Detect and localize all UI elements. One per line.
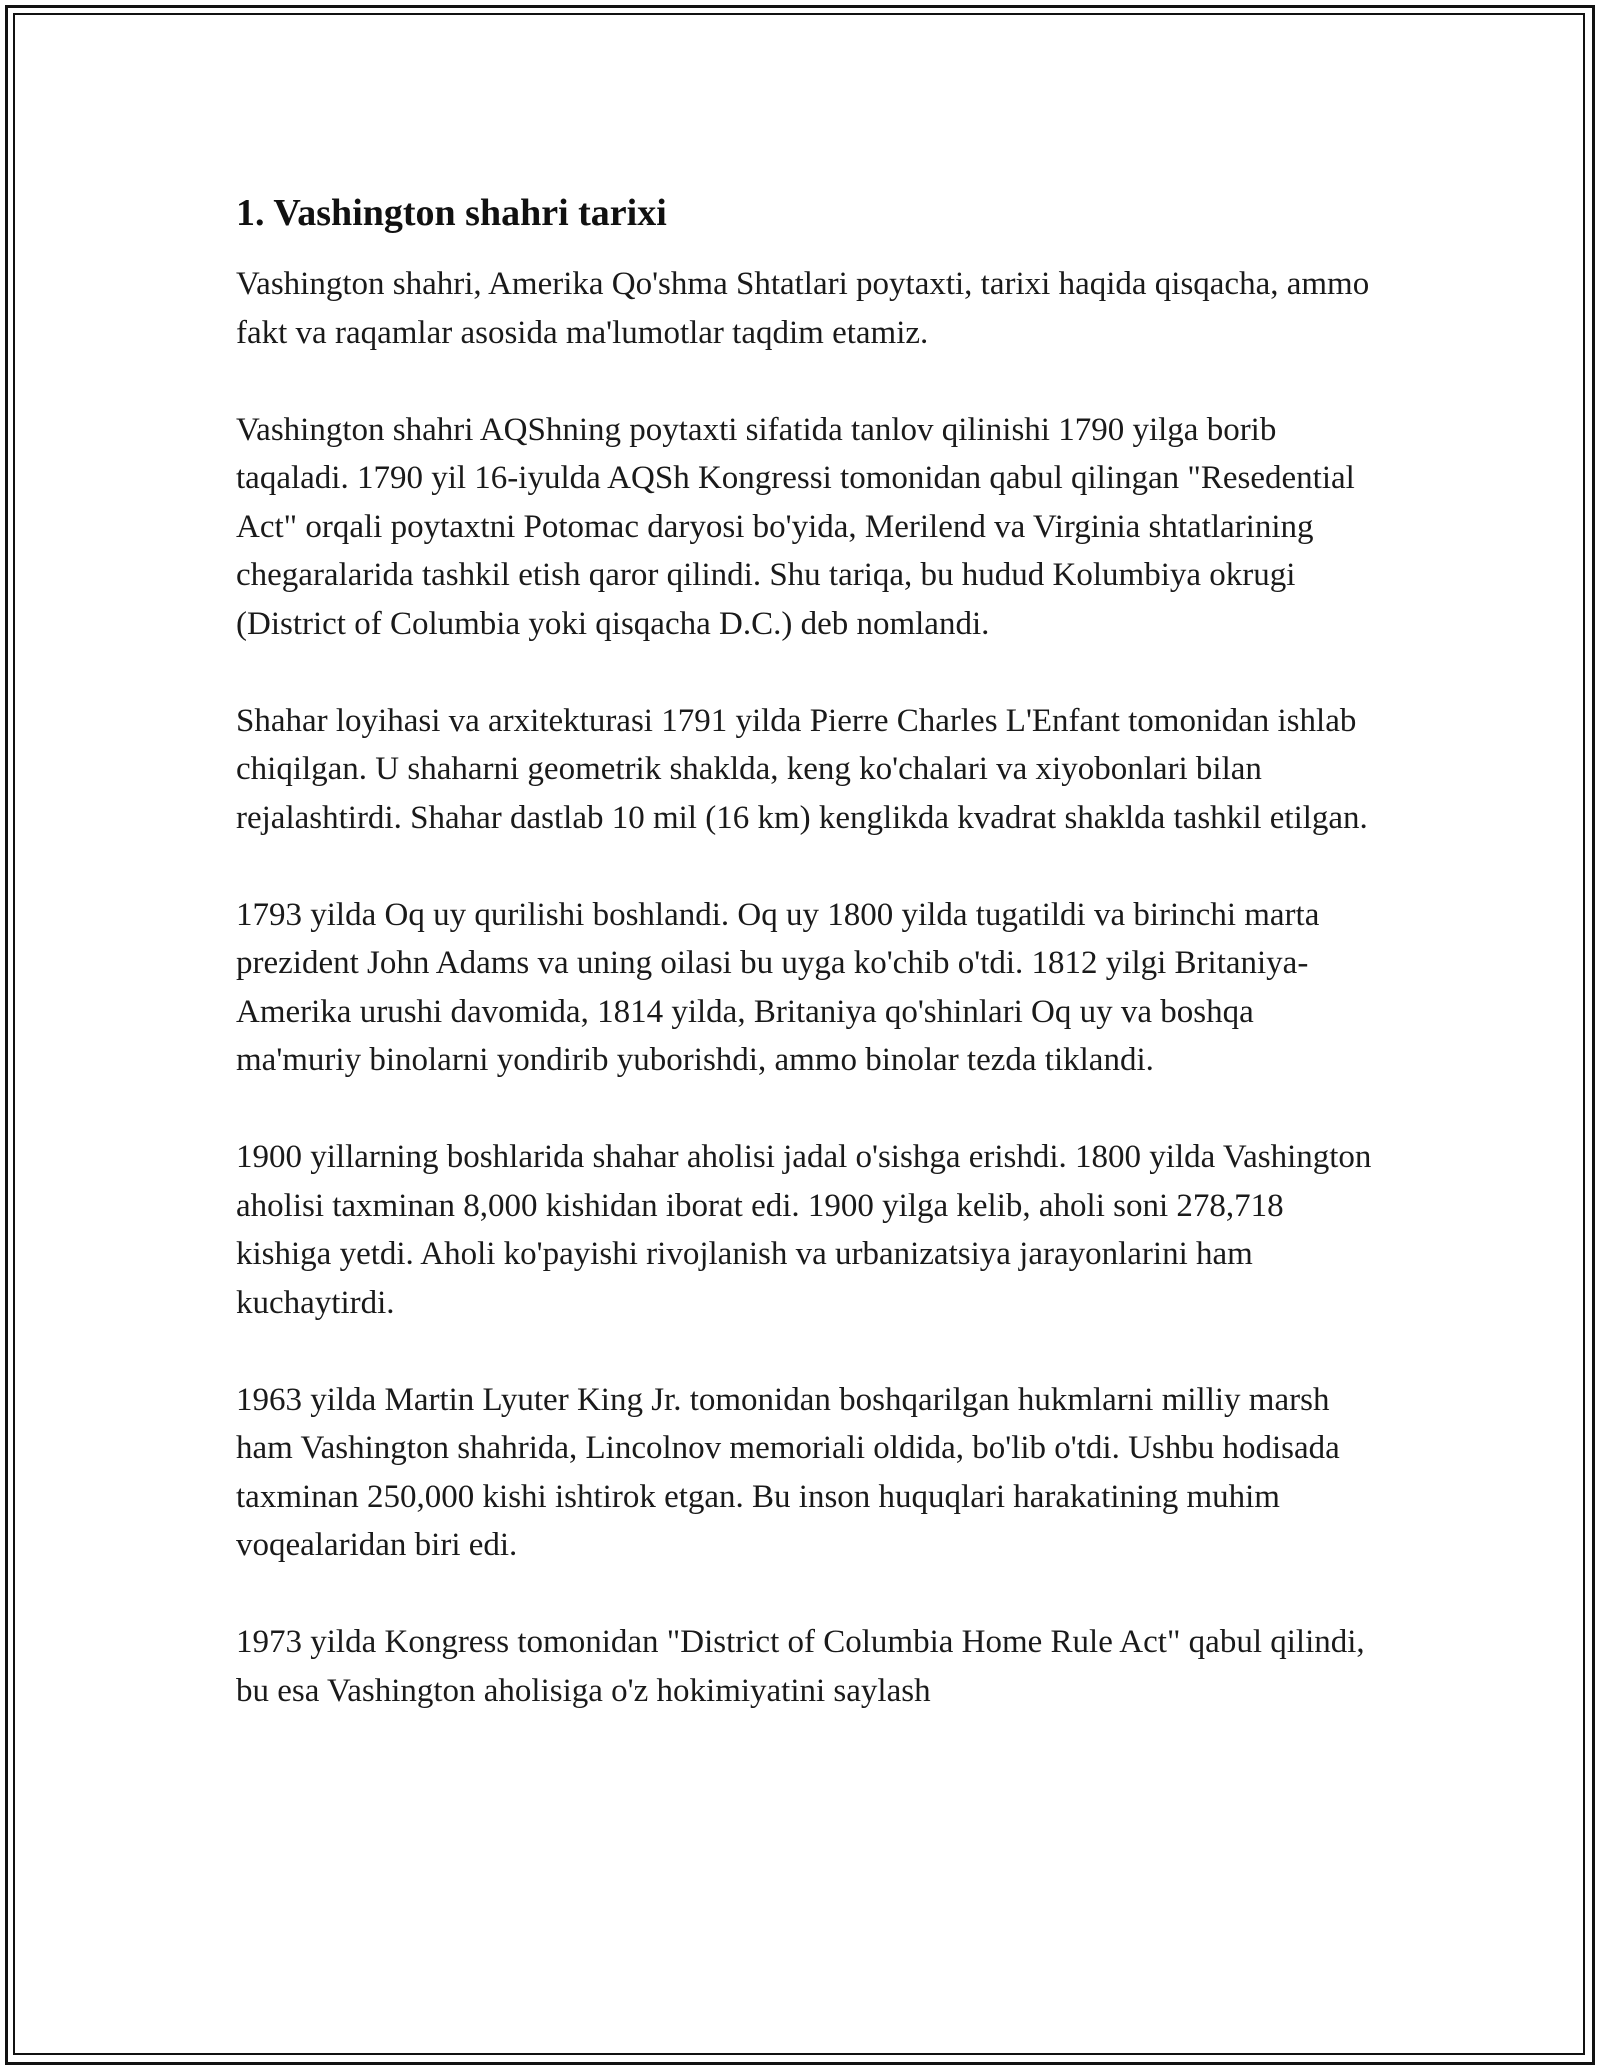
paragraph-intro: Vashington shahri, Amerika Qo'shma Shtatlari poytaxti, tarixi haqida qisqacha, ammo fakt va raqamlar asosida ma'lumotlar taqdim etamiz. — [236, 266, 1370, 351]
paragraph-capital-selection: Vashington shahri AQShning poytaxti sifatida tanlov qilinishi 1790 yilga borib taqaladi. 1790 yil 16-iyulda AQSh Kongressi tomonidan qabul qilingan "Resedential Act" orqali poytaxtni Potomac daryosi bo'yida, Merilend va Virginia shtatlarining chegaralarida tashkil etish qaror qilindi. Shu tariqa, bu hudud Kolumbiya okrugi (District of Columbia yoki qisqacha D.C.) deb nomlandi. — [236, 411, 1355, 642]
paragraph-white-house: 1793 yilda Oq uy qurilishi boshlandi. Oq uy 1800 yilda tugatildi va birinchi marta prezident John Adams va uning oilasi bu uyga ko'chib o'tdi. 1812 yilgi Britaniya-Amerika urushi davomida, 1814 yilda, Britaniya qo'shinlari Oq uy va boshqa ma'muriy binolarni yondirib yuborishdi, ammo binolar tezda tiklandi. — [236, 896, 1320, 1078]
paragraph-city-design: Shahar loyihasi va arxitekturasi 1791 yilda Pierre Charles L'Enfant tomonidan ishlab chiqilgan. U shaharni geometrik shaklda, keng ko'chalari va xiyobonlari bilan rejalashtirdi. Shahar dastlab 10 mil (16 km) kenglikda kvadrat shaklda tashkil etilgan. — [236, 702, 1368, 836]
document-body — [236, 186, 1376, 1764]
paragraph-home-rule-act: 1973 yilda Kongress tomonidan "District of Columbia Home Rule Act" qabul qilindi, bu esa Vashington aholisiga o'z hokimiyatini saylash — [236, 1624, 1365, 1709]
paragraph-civil-rights-march: 1963 yilda Martin Lyuter King Jr. tomonidan boshqarilgan hukmlarni milliy marsh ham Vashington shahrida, Lincolnov memoriali oldida, bo'lib o'tdi. Ushbu hodisada taxminan 250,000 kishi ishtirok etgan. Bu inson huquqlari harakatining muhim voqealaridan biri edi. — [236, 1381, 1340, 1563]
paragraph-population: 1900 yillarning boshlarida shahar aholisi jadal o'sishga erishdi. 1800 yilda Vashington aholisi taxminan 8,000 kishidan iborat edi. 1900 yilga kelib, aholi soni 278,718 kishiga yetdi. Aholi ko'payishi rivojlanish va urbanizatsiya jarayonlarini ham kuchaytirdi. — [236, 1139, 1372, 1321]
section-heading: 1. Vashington shahri tarixi — [236, 192, 667, 234]
